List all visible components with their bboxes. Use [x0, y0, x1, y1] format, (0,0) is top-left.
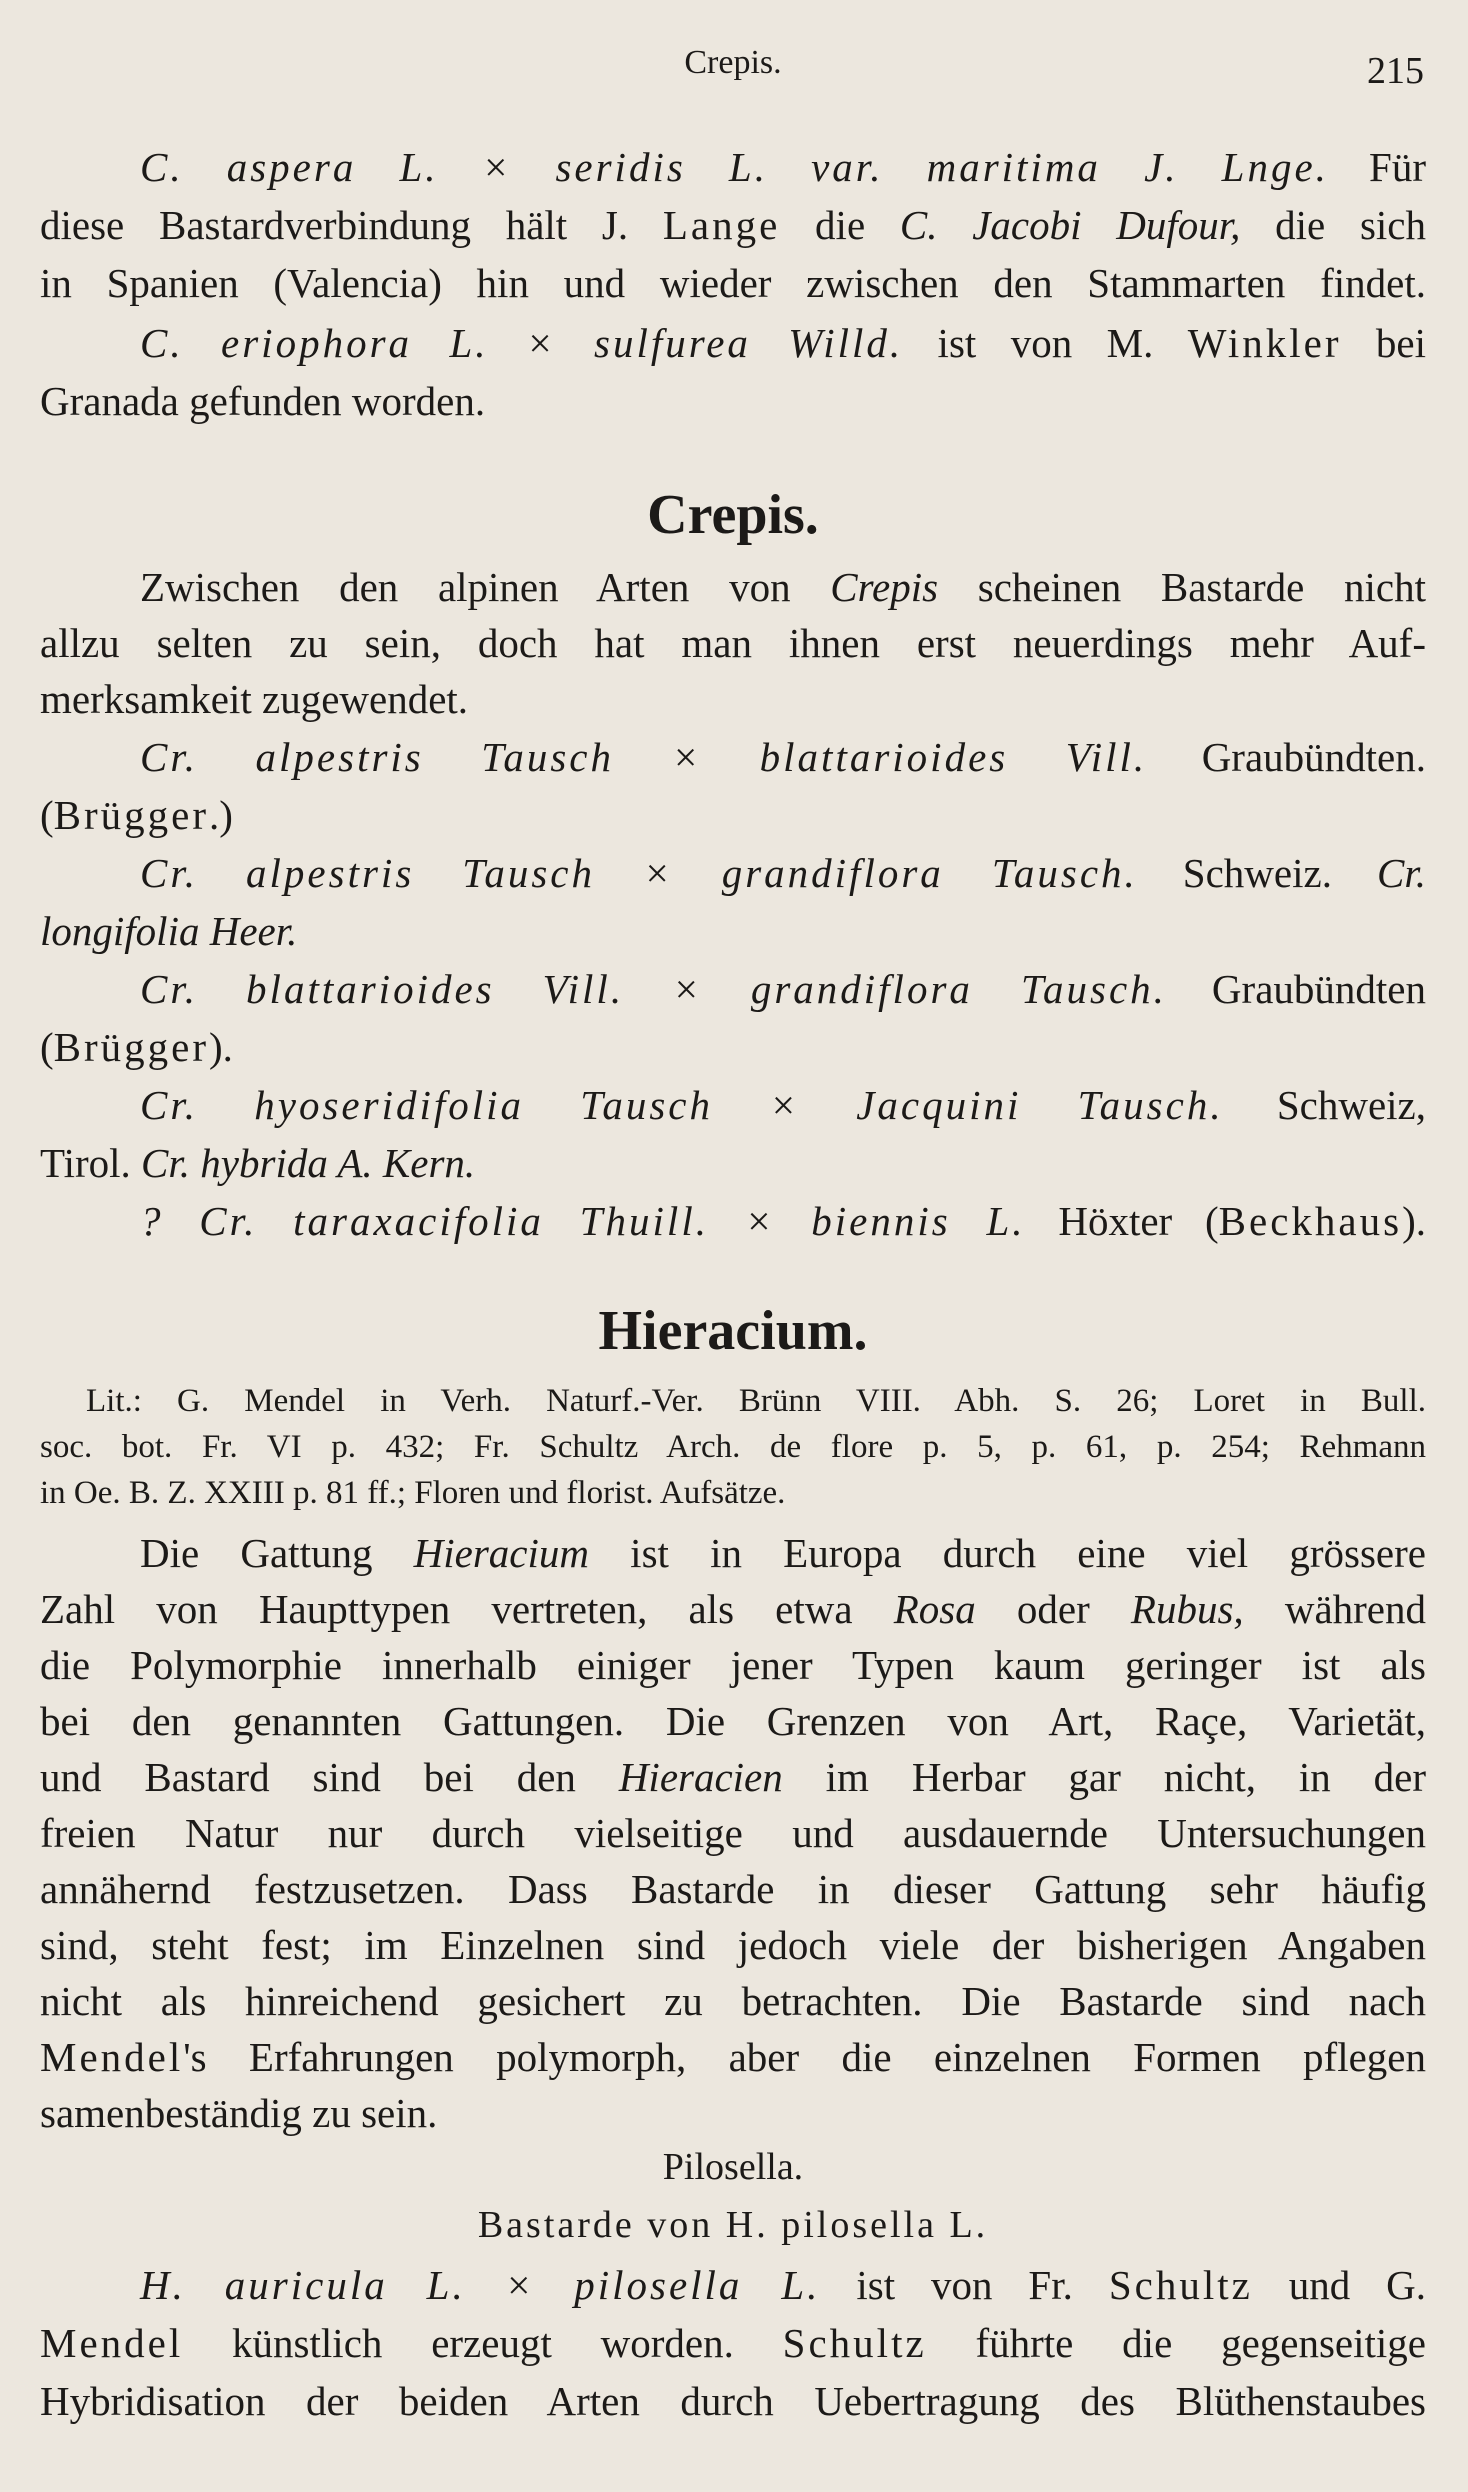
text-line: [40, 196, 1426, 254]
text-span: 's Erfahrungen polymorph, aber die einzelnen Formen pflegen: [183, 2034, 1426, 2080]
text-span: (: [40, 1024, 54, 1070]
text-span: Zahl von Haupttypen vertreten, als etwa: [40, 1586, 894, 1632]
text-line: annähernd festzusetzen. Dass Bastarde in dieser Gattung sehr häufig: [40, 1866, 1426, 1912]
locality: Graubündten: [1166, 966, 1426, 1012]
text-line: [40, 1580, 1426, 1638]
locality: Graubündten.: [1201, 734, 1426, 780]
text-span: und Bastard sind bei den: [40, 1754, 619, 1800]
locality: Höxter (: [1025, 1198, 1219, 1244]
text-line: merksamkeit zugewendet.: [40, 676, 469, 722]
text-span: ist von Fr.: [820, 2262, 1109, 2308]
taxon-name: Rosa: [893, 1586, 976, 1632]
text-span: ist von M.: [903, 320, 1188, 366]
text-line: [40, 1134, 1426, 1192]
author-name: Lange: [662, 202, 781, 248]
text-line: [40, 2314, 1426, 2372]
author-name: Brügger: [53, 1024, 210, 1070]
text-span: führte die gegenseitige: [926, 2320, 1426, 2366]
hybrid-entry: [140, 1192, 1426, 1250]
hybrid-entry: [140, 728, 1426, 786]
text-span: die sich: [1240, 202, 1426, 248]
text-span: Zwischen den alpinen Arten von: [140, 564, 831, 610]
taxon-name: Cr. blattarioides Vill. × grandiflora Tausch.: [140, 966, 1167, 1012]
hybrid-entry: [140, 844, 1426, 902]
hybrid-entry: [140, 2256, 1426, 2314]
text-line: [40, 1748, 1426, 1806]
section-heading-crepis: Crepis.: [647, 484, 819, 546]
text-span: ).: [209, 1024, 233, 1070]
text-span: während: [1243, 1586, 1426, 1632]
taxon-name: Cr. alpestris Tausch × grandiflora Tausch.: [140, 850, 1138, 896]
text-line: bei den genannten Gattungen. Die Grenzen von Art, Raçe, Varietät,: [40, 1698, 1426, 1744]
author-name: Schultz: [782, 2320, 927, 2366]
text-line: allzu selten zu sein, doch hat man ihnen erst neuerdings mehr Auf-: [40, 620, 1426, 666]
text-span: scheinen Bastarde nicht: [938, 564, 1426, 610]
author-name: Beckhaus: [1218, 1198, 1403, 1244]
text-line: Hybridisation der beiden Arten durch Uebertragung des Blüthenstaubes: [40, 2378, 1426, 2424]
taxon-name: Hieracium: [413, 1530, 589, 1576]
text-line: in Spanien (Valencia) hin und wieder zwischen den Stammarten findet.: [40, 260, 1426, 306]
text-line: sind, steht fest; im Einzelnen sind jedoch viele der bisherigen Angaben: [40, 1922, 1426, 1968]
text-span: oder: [975, 1586, 1131, 1632]
text-span: .): [209, 792, 233, 838]
taxon-name: Cr.: [1376, 850, 1426, 896]
text-line: freien Natur nur durch vielseitige und ausdauernde Untersuchungen: [40, 1810, 1426, 1856]
taxon-name: C. aspera L. × seridis L. var. maritima J. Lnge.: [140, 144, 1329, 190]
text-line: die Polymorphie innerhalb einiger jener Typen kaum geringer ist als: [40, 1642, 1426, 1688]
page-number: 215: [1367, 50, 1424, 92]
taxon-name: Rubus,: [1130, 1586, 1244, 1632]
text-line: nicht als hinreichend gesichert zu betrachten. Die Bastarde sind nach: [40, 1978, 1426, 2024]
text-line: [40, 902, 1426, 960]
text-line: [140, 1524, 1426, 1582]
text-span: künstlich erzeugt worden.: [183, 2320, 783, 2366]
taxon-name: C. eriophora L. × sulfurea Willd.: [140, 320, 904, 366]
author-name: Brügger: [53, 792, 210, 838]
sub-heading-pilosella: Pilosella.: [662, 2146, 804, 2188]
taxon-name: Cr. alpestris Tausch × blattarioides Vill.: [140, 734, 1148, 780]
locality: Tirol.: [40, 1140, 142, 1186]
taxon-name: ? Cr. taraxacifolia Thuill. × biennis L.: [140, 1198, 1026, 1244]
text-span: und G.: [1252, 2262, 1427, 2308]
text-line: [40, 1018, 1426, 1076]
sub-sub-heading: Bastarde von H. pilosella L.: [477, 2204, 989, 2246]
hybrid-entry: [140, 960, 1426, 1018]
text-span: ).: [1402, 1198, 1426, 1244]
text-span: bei: [1341, 320, 1426, 366]
locality: Schweiz,: [1223, 1082, 1426, 1128]
taxon-name: H. auricula L. × pilosella L.: [140, 2262, 821, 2308]
text-line: [40, 2028, 1426, 2086]
literature-line: in Oe. B. Z. XXIII p. 81 ff.; Floren und florist. Aufsätze.: [40, 1475, 786, 1511]
text-span: ist in Europa durch eine viel grössere: [589, 1530, 1426, 1576]
literature-line: soc. bot. Fr. VI p. 432; Fr. Schultz Arch. de flore p. 5, p. 61, p. 254; Rehmann: [40, 1429, 1426, 1465]
taxon-name: Crepis: [830, 564, 939, 610]
text-span: Für: [1328, 144, 1426, 190]
text-line: samenbeständig zu sein.: [40, 2090, 438, 2136]
locality: Schweiz.: [1137, 850, 1377, 896]
section-heading-hieracium: Hieracium.: [598, 1300, 868, 1362]
author-name: Mendel: [40, 2034, 184, 2080]
taxon-name: longifolia Heer.: [40, 908, 298, 954]
author-name: Schultz: [1108, 2262, 1253, 2308]
text-line: [140, 138, 1426, 196]
text-line: [140, 314, 1426, 372]
text-span: diese Bastardverbindung hält J.: [40, 202, 663, 248]
running-head: Crepis.: [684, 44, 782, 81]
taxon-name: Cr. hyoseridifolia Tausch × Jacquini Tausch.: [140, 1082, 1224, 1128]
literature-line: Lit.: G. Mendel in Verh. Naturf.-Ver. Brünn VIII. Abh. S. 26; Loret in Bull.: [86, 1383, 1426, 1419]
taxon-name: Cr. hybrida A. Kern.: [141, 1140, 476, 1186]
text-span: im Herbar gar nicht, in der: [782, 1754, 1426, 1800]
text-line: Granada gefunden worden.: [40, 378, 486, 424]
text-span: die: [780, 202, 900, 248]
taxon-name: Hieracien: [618, 1754, 783, 1800]
text-span: Die Gattung: [140, 1530, 414, 1576]
author-name: Winkler: [1187, 320, 1342, 366]
text-line: [40, 786, 1426, 844]
text-line: [140, 558, 1426, 616]
text-span: (: [40, 792, 54, 838]
taxon-name: C. Jacobi Dufour,: [899, 202, 1241, 248]
author-name: Mendel: [40, 2320, 184, 2366]
hybrid-entry: [140, 1076, 1426, 1134]
